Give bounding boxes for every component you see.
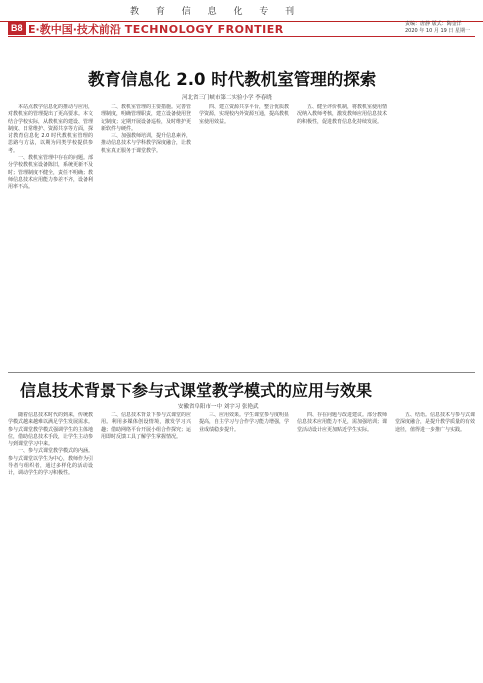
article2-author: 安徽省阜阳市一中 刘宇习 张艳武 [178,404,259,410]
article2-paragraph: 四、存在问题与改进建议。部分教师信息技术应用能力不足，需加强培训；课堂活动设计应更加贴近学生实际。 [297,412,387,433]
article1-paragraph: 五、健全评价机制，将教机室使用情况纳入教师考核，激发教师应用信息技术的积极性，促进教育信息化持续发展。 [297,104,387,125]
page-number: B8 [8,22,26,35]
section-title [28,21,284,37]
article1-column [395,104,475,368]
article1-paragraph: 本站点教学信息化的推动与应用，对教机室的管理提出了更高要求。本文结合学校实际，从教机室的建设、管理制度、日常维护、资源共享等方面，探讨教育信息化 2.0 时代教机室管理的思路与方法，以期为同类学校提供参考。 [8,104,93,154]
article-separator [8,372,475,373]
edition-line2: 2020 年 10 月 19 日 星期一 [405,27,470,34]
article2-title: 信息技术背景下参与式课堂教学模式的应用与效果 [20,381,373,400]
article2-paragraph: 二、信息技术背景下参与式课堂的应用。利用多媒体创设情境，激发学习兴趣；借助网络平台开展小组合作探究；运用即时反馈工具了解学生掌握情况。 [101,412,191,440]
article2-column [101,412,191,677]
edition-info [405,21,475,34]
article1-paragraph: 二、教机室管理的主要措施。完善管理制度，明确管理职责，建立设备使用登记制度；定期开展设备巡检，及时维护更新软件与硬件。 [101,104,191,132]
article1-author: 河北省三门峡市第二实验小学 李春晓 [182,95,272,101]
section-title-cn: E·教中国·技术前沿 [28,23,121,36]
article2-paragraph: 三、应用效果。学生课堂参与度明显提高，自主学习与合作学习能力增强，学业成绩稳步提升。 [199,412,289,433]
masthead [0,0,483,22]
article1-column [297,104,387,368]
article1-paragraph: 一、教机室管理中存在的问题。部分学校教机室设备陈旧，系统更新不及时；管理制度不健全，责任不明确；教师信息技术应用能力参差不齐，设备利用率不高。 [8,155,93,191]
article2-column [395,412,475,677]
article1-column [8,104,93,368]
article1-paragraph: 四、建立资源共享平台，整合优质教学资源，实现校内外资源互通，提高教机室使用效益。 [199,104,289,125]
article2-paragraph: 五、结语。信息技术与参与式课堂深度融合，是提升教学质量的有效途径，值得进一步推广与实践。 [395,412,475,433]
section-title-en: TECHNOLOGY FRONTIER [124,23,284,36]
article2-column [8,412,93,677]
article2-paragraph: 一、参与式课堂教学模式的内涵。参与式课堂以学生为中心，教师作为引导者与组织者，通过多样化的活动设计，调动学生的学习积极性。 [8,448,93,477]
article1-title: 教育信息化 2.0 时代教机室管理的探索 [88,70,377,89]
article1-column [101,104,191,368]
header-rule [8,36,475,37]
article2-column [199,412,289,677]
article1-paragraph: 三、加强教师培训，提升信息素养，推动信息技术与学科教学深度融合，让教机室真正服务于课堂教学。 [101,133,191,154]
article2-column [297,412,387,677]
paper-name: 教 育 信 息 化 专 刊 [130,7,302,17]
article2-paragraph: 随着信息技术时代的到来，传统教学模式越来越难以满足学生发展需求。参与式课堂教学模式强调学生的主体地位，借助信息技术手段，让学生主动参与到课堂学习中来。 [8,412,93,448]
article1-column [199,104,289,368]
edition-line1: 责编：唐静 版式：陶金洋 [405,21,462,27]
